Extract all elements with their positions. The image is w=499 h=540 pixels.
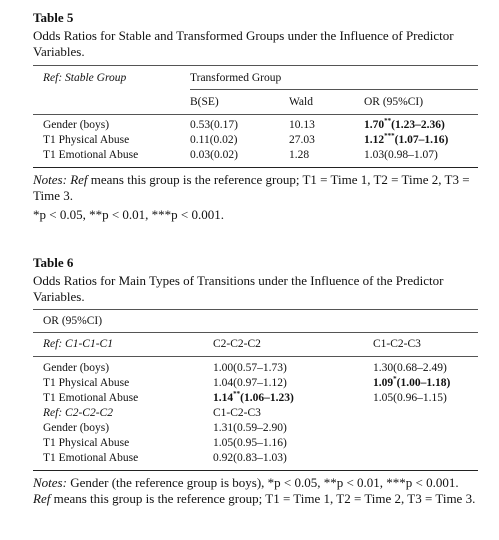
or-ci: (1.07–1.16): [394, 134, 449, 146]
table5-row-or: 1.03(0.98–1.07): [364, 149, 438, 161]
table6-row-label: T1 Physical Abuse: [43, 377, 130, 389]
table5-col-bse: B(SE): [190, 96, 219, 108]
or-value: 1.14: [213, 392, 234, 404]
table6-cell-c: 1.05(0.95–1.16): [213, 437, 287, 449]
table6-ref1-label: Ref: C1-C1-C1: [43, 338, 113, 350]
table6-col-a: C2-C2-C2: [213, 338, 261, 350]
table6-row-label: T1 Emotional Abuse: [43, 392, 139, 404]
or-value: 1.70: [364, 119, 385, 131]
table6-cell-b: 1.30(0.68–2.49): [373, 362, 447, 374]
table5-caption: Odds Ratios for Stable and Transformed Groups under the Influence of Predictor Variables.: [33, 28, 454, 59]
table6-cell-b: [373, 377, 450, 389]
table5-row-label: T1 Emotional Abuse: [43, 149, 139, 161]
notes-text: means this group is the reference group; T1 = Time 1, T2 = Time 2, T3 = Time 3.: [50, 491, 476, 506]
notes-text: means this group is the reference group; T1 = Time 1, T2 = Time 2, T3 = Time 3.: [33, 172, 470, 203]
table6-col-b: C1-C2-C3: [373, 338, 421, 350]
table6-row-label: Gender (boys): [43, 422, 110, 434]
table6-cell-a: 1.00(0.57–1.73): [213, 362, 287, 374]
or-ci: (1.06–1.23): [240, 392, 294, 404]
or-value: 1.12: [364, 134, 385, 146]
table6-row-label: T1 Physical Abuse: [43, 437, 130, 449]
table6-cell-a: [213, 392, 294, 404]
table5-title: Table 5: [33, 10, 74, 25]
table5-row-bse: 0.11(0.02): [190, 134, 238, 146]
table6-row-label: Gender (boys): [43, 362, 110, 374]
table5-row-or: [364, 134, 448, 146]
table6-title: Table 6: [33, 255, 74, 270]
table6-cell-c: 1.31(0.59–2.90): [213, 422, 287, 434]
table5-col-or: OR (95%CI): [364, 96, 424, 108]
table6-col-c: C1-C2-C3: [213, 407, 261, 419]
table6-cell-c: 0.92(0.83–1.03): [213, 452, 287, 464]
table6-notes: [33, 475, 478, 507]
table5-row-or: [364, 119, 445, 131]
or-ci: (1.23–2.36): [391, 119, 445, 131]
table5-row-bse: 0.03(0.02): [190, 149, 238, 161]
table6-or-header: OR (95%CI): [43, 315, 103, 327]
table6-subheader-rule: [33, 332, 478, 333]
significance-marker: ***: [384, 132, 395, 141]
table5-row-wald: 10.13: [289, 119, 315, 131]
or-ci: (1.00–1.18): [396, 377, 451, 389]
table5-row-bse: 0.53(0.17): [190, 119, 238, 131]
table5-group-header: Transformed Group: [190, 72, 282, 84]
table5-row-wald: 27.03: [289, 134, 315, 146]
table6-top-rule: [33, 309, 478, 310]
table5-row-label: T1 Physical Abuse: [43, 134, 130, 146]
table5-group-rule: [190, 89, 478, 90]
table6-caption: Odds Ratios for Main Types of Transitions under the Influence of the Predictor Variables.: [33, 273, 444, 304]
table5-significance-line: *p < 0.05, **p < 0.01, ***p < 0.001.: [33, 207, 224, 222]
notes-text: Gender (the reference group is boys), *p < 0.05, **p < 0.01, ***p < 0.001.: [66, 475, 459, 490]
table6-row-label: T1 Emotional Abuse: [43, 452, 139, 464]
or-value: 1.09: [373, 377, 394, 389]
table6-cell-b: 1.05(0.96–1.15): [373, 392, 447, 404]
notes-ref: Ref: [33, 491, 51, 506]
table5-bottom-rule: [33, 167, 478, 168]
notes-label: Notes:: [33, 172, 67, 187]
table5-row-wald: 1.28: [289, 149, 310, 161]
table5-row-label: Gender (boys): [43, 119, 110, 131]
notes-ref: Ref: [70, 172, 88, 187]
notes-label: Notes:: [33, 475, 67, 490]
table5-header-rule: [33, 114, 478, 115]
significance-marker: **: [233, 390, 241, 399]
table5-top-rule: [33, 65, 478, 66]
table6-cell-a: 1.04(0.97–1.12): [213, 377, 287, 389]
table5-ref-label: Ref: Stable Group: [43, 72, 127, 84]
table5-notes: [33, 172, 478, 204]
significance-marker: **: [384, 117, 392, 126]
table5-col-wald: Wald: [289, 96, 313, 108]
table6-header-rule: [33, 356, 478, 357]
table6-bottom-rule: [33, 470, 478, 471]
significance-marker: *: [393, 375, 397, 384]
table6-ref2-label: Ref: C2-C2-C2: [43, 407, 113, 419]
